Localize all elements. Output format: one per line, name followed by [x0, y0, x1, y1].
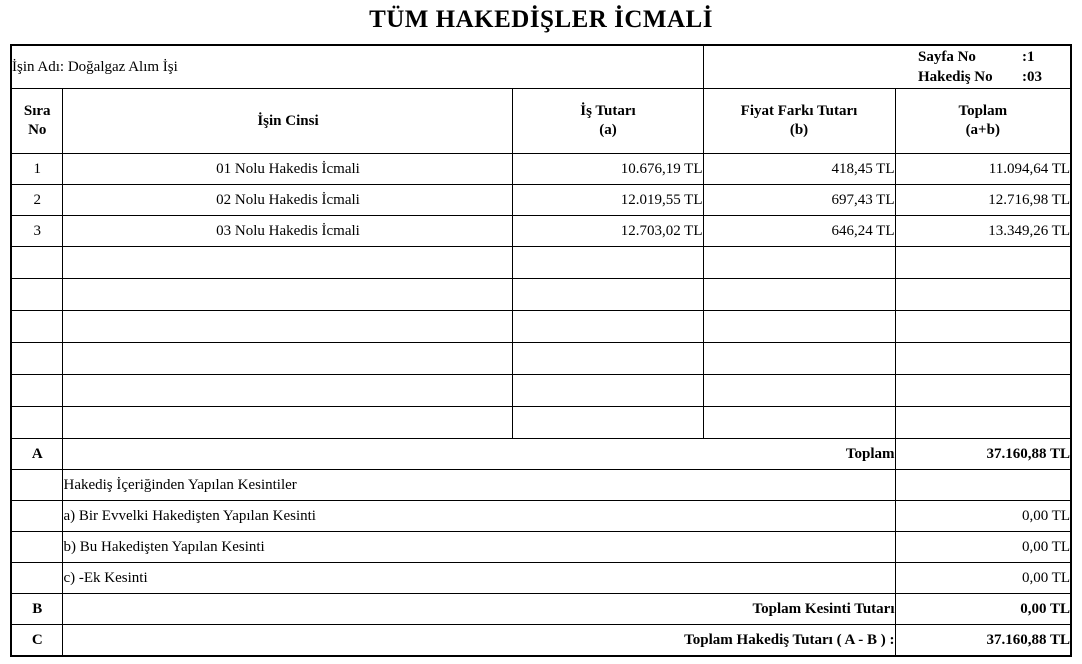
row-price-difference: 697,43 TL	[703, 185, 895, 216]
empty-cell	[11, 343, 63, 375]
column-header-total	[895, 89, 1071, 154]
empty-cell	[513, 279, 703, 311]
empty-cell	[513, 343, 703, 375]
empty-cell	[513, 311, 703, 343]
summary-label-c: Toplam Hakediş Tutarı ( A - B ) :	[63, 625, 895, 657]
table-header-row	[11, 89, 1071, 154]
empty-cell	[895, 247, 1071, 279]
row-amount: 10.676,19 TL	[513, 154, 703, 185]
empty-cell	[895, 470, 1071, 501]
summary-label-b: Toplam Kesinti Tutarı	[63, 594, 895, 625]
row-price-difference: 418,45 TL	[703, 154, 895, 185]
summary-letter-b: B	[11, 594, 63, 625]
column-header-price-difference-line2: (b)	[789, 122, 809, 138]
empty-cell	[63, 279, 513, 311]
summary-row-a	[11, 439, 1071, 470]
empty-cell	[63, 247, 513, 279]
deduction-b-label: b) Bu Hakedişten Yapılan Kesinti	[63, 532, 895, 563]
column-header-total-line1: Toplam	[958, 103, 1008, 120]
column-header-no-line2: No	[28, 122, 47, 138]
page-info	[703, 45, 1071, 89]
summary-row-c	[11, 625, 1071, 657]
column-header-price-difference	[703, 89, 895, 154]
empty-cell	[11, 407, 63, 439]
deduction-a-value: 0,00 TL	[895, 501, 1071, 532]
empty-cell	[703, 247, 895, 279]
deduction-b-value: 0,00 TL	[895, 532, 1071, 563]
row-no: 1	[11, 154, 63, 185]
progress-no-value: :03	[1022, 69, 1043, 85]
empty-cell	[703, 343, 895, 375]
column-header-amount	[513, 89, 703, 154]
row-total: 12.716,98 TL	[895, 185, 1071, 216]
empty-cell	[63, 311, 513, 343]
deductions-header-row	[11, 470, 1071, 501]
empty-cell	[895, 343, 1071, 375]
empty-cell	[895, 375, 1071, 407]
table-row-empty	[11, 407, 1071, 439]
empty-cell	[513, 247, 703, 279]
row-no: 2	[11, 185, 63, 216]
summary-value-c: 37.160,88 TL	[895, 625, 1071, 657]
row-description: 03 Nolu Hakedis İcmali	[63, 216, 513, 247]
empty-cell	[895, 279, 1071, 311]
summary-table	[10, 44, 1072, 657]
summary-row-b	[11, 594, 1071, 625]
empty-cell	[63, 407, 513, 439]
column-header-no-line1: Sıra	[23, 103, 51, 120]
page-title: TÜM HAKEDİŞLER İCMALİ	[369, 6, 713, 33]
empty-cell	[703, 375, 895, 407]
empty-cell	[63, 375, 513, 407]
column-header-total-line2: (a+b)	[965, 122, 1000, 138]
deduction-c-value: 0,00 TL	[895, 563, 1071, 594]
deductions-header-label: Hakediş İçeriğinden Yapılan Kesintiler	[63, 470, 895, 501]
table-row-empty	[11, 247, 1071, 279]
empty-cell	[895, 407, 1071, 439]
row-no: 3	[11, 216, 63, 247]
deduction-c-label: c) -Ek Kesinti	[63, 563, 895, 594]
column-header-price-difference-line1: Fiyat Farkı Tutarı	[740, 103, 858, 120]
column-header-no	[11, 89, 63, 154]
column-header-amount-line1: İş Tutarı	[580, 103, 636, 120]
empty-cell	[63, 343, 513, 375]
info-row	[11, 45, 1071, 89]
progress-no-label: Hakediş No	[918, 69, 993, 85]
row-price-difference: 646,24 TL	[703, 216, 895, 247]
table-row-empty	[11, 375, 1071, 407]
summary-letter-a: A	[11, 439, 63, 470]
table-row-empty	[11, 343, 1071, 375]
document-page	[0, 6, 1082, 664]
empty-cell	[513, 375, 703, 407]
table-row	[11, 185, 1071, 216]
table-row-empty	[11, 311, 1071, 343]
empty-cell	[11, 532, 63, 563]
empty-cell	[513, 407, 703, 439]
table-row	[11, 154, 1071, 185]
page-no-value: :1	[1022, 48, 1035, 65]
deduction-row-c	[11, 563, 1071, 594]
row-description: 02 Nolu Hakedis İcmali	[63, 185, 513, 216]
summary-label-a: Toplam	[63, 439, 895, 470]
summary-value-b: 0,00 TL	[895, 594, 1071, 625]
empty-cell	[11, 501, 63, 532]
table-row	[11, 216, 1071, 247]
row-description: 01 Nolu Hakedis İcmali	[63, 154, 513, 185]
row-amount: 12.019,55 TL	[513, 185, 703, 216]
column-header-amount-line2: (a)	[599, 122, 617, 138]
summary-letter-c: C	[11, 625, 63, 657]
empty-cell	[11, 470, 63, 501]
summary-value-a: 37.160,88 TL	[895, 439, 1071, 470]
empty-cell	[11, 247, 63, 279]
work-name: İşin Adı: Doğalgaz Alım İşi	[11, 45, 703, 89]
row-total: 11.094,64 TL	[895, 154, 1071, 185]
row-amount: 12.703,02 TL	[513, 216, 703, 247]
page-no-row	[704, 47, 1071, 67]
empty-cell	[11, 279, 63, 311]
empty-cell	[703, 407, 895, 439]
column-header-description: İşin Cinsi	[63, 89, 513, 154]
table-row-empty	[11, 279, 1071, 311]
empty-cell	[11, 375, 63, 407]
empty-cell	[11, 563, 63, 594]
empty-cell	[895, 311, 1071, 343]
empty-cell	[703, 279, 895, 311]
page-no-label: Sayfa No	[918, 48, 976, 65]
empty-cell	[703, 311, 895, 343]
row-total: 13.349,26 TL	[895, 216, 1071, 247]
empty-cell	[11, 311, 63, 343]
deduction-a-label: a) Bir Evvelki Hakedişten Yapılan Kesinti	[63, 501, 895, 532]
progress-no-row	[704, 67, 1071, 87]
deduction-row-b	[11, 532, 1071, 563]
deduction-row-a	[11, 501, 1071, 532]
